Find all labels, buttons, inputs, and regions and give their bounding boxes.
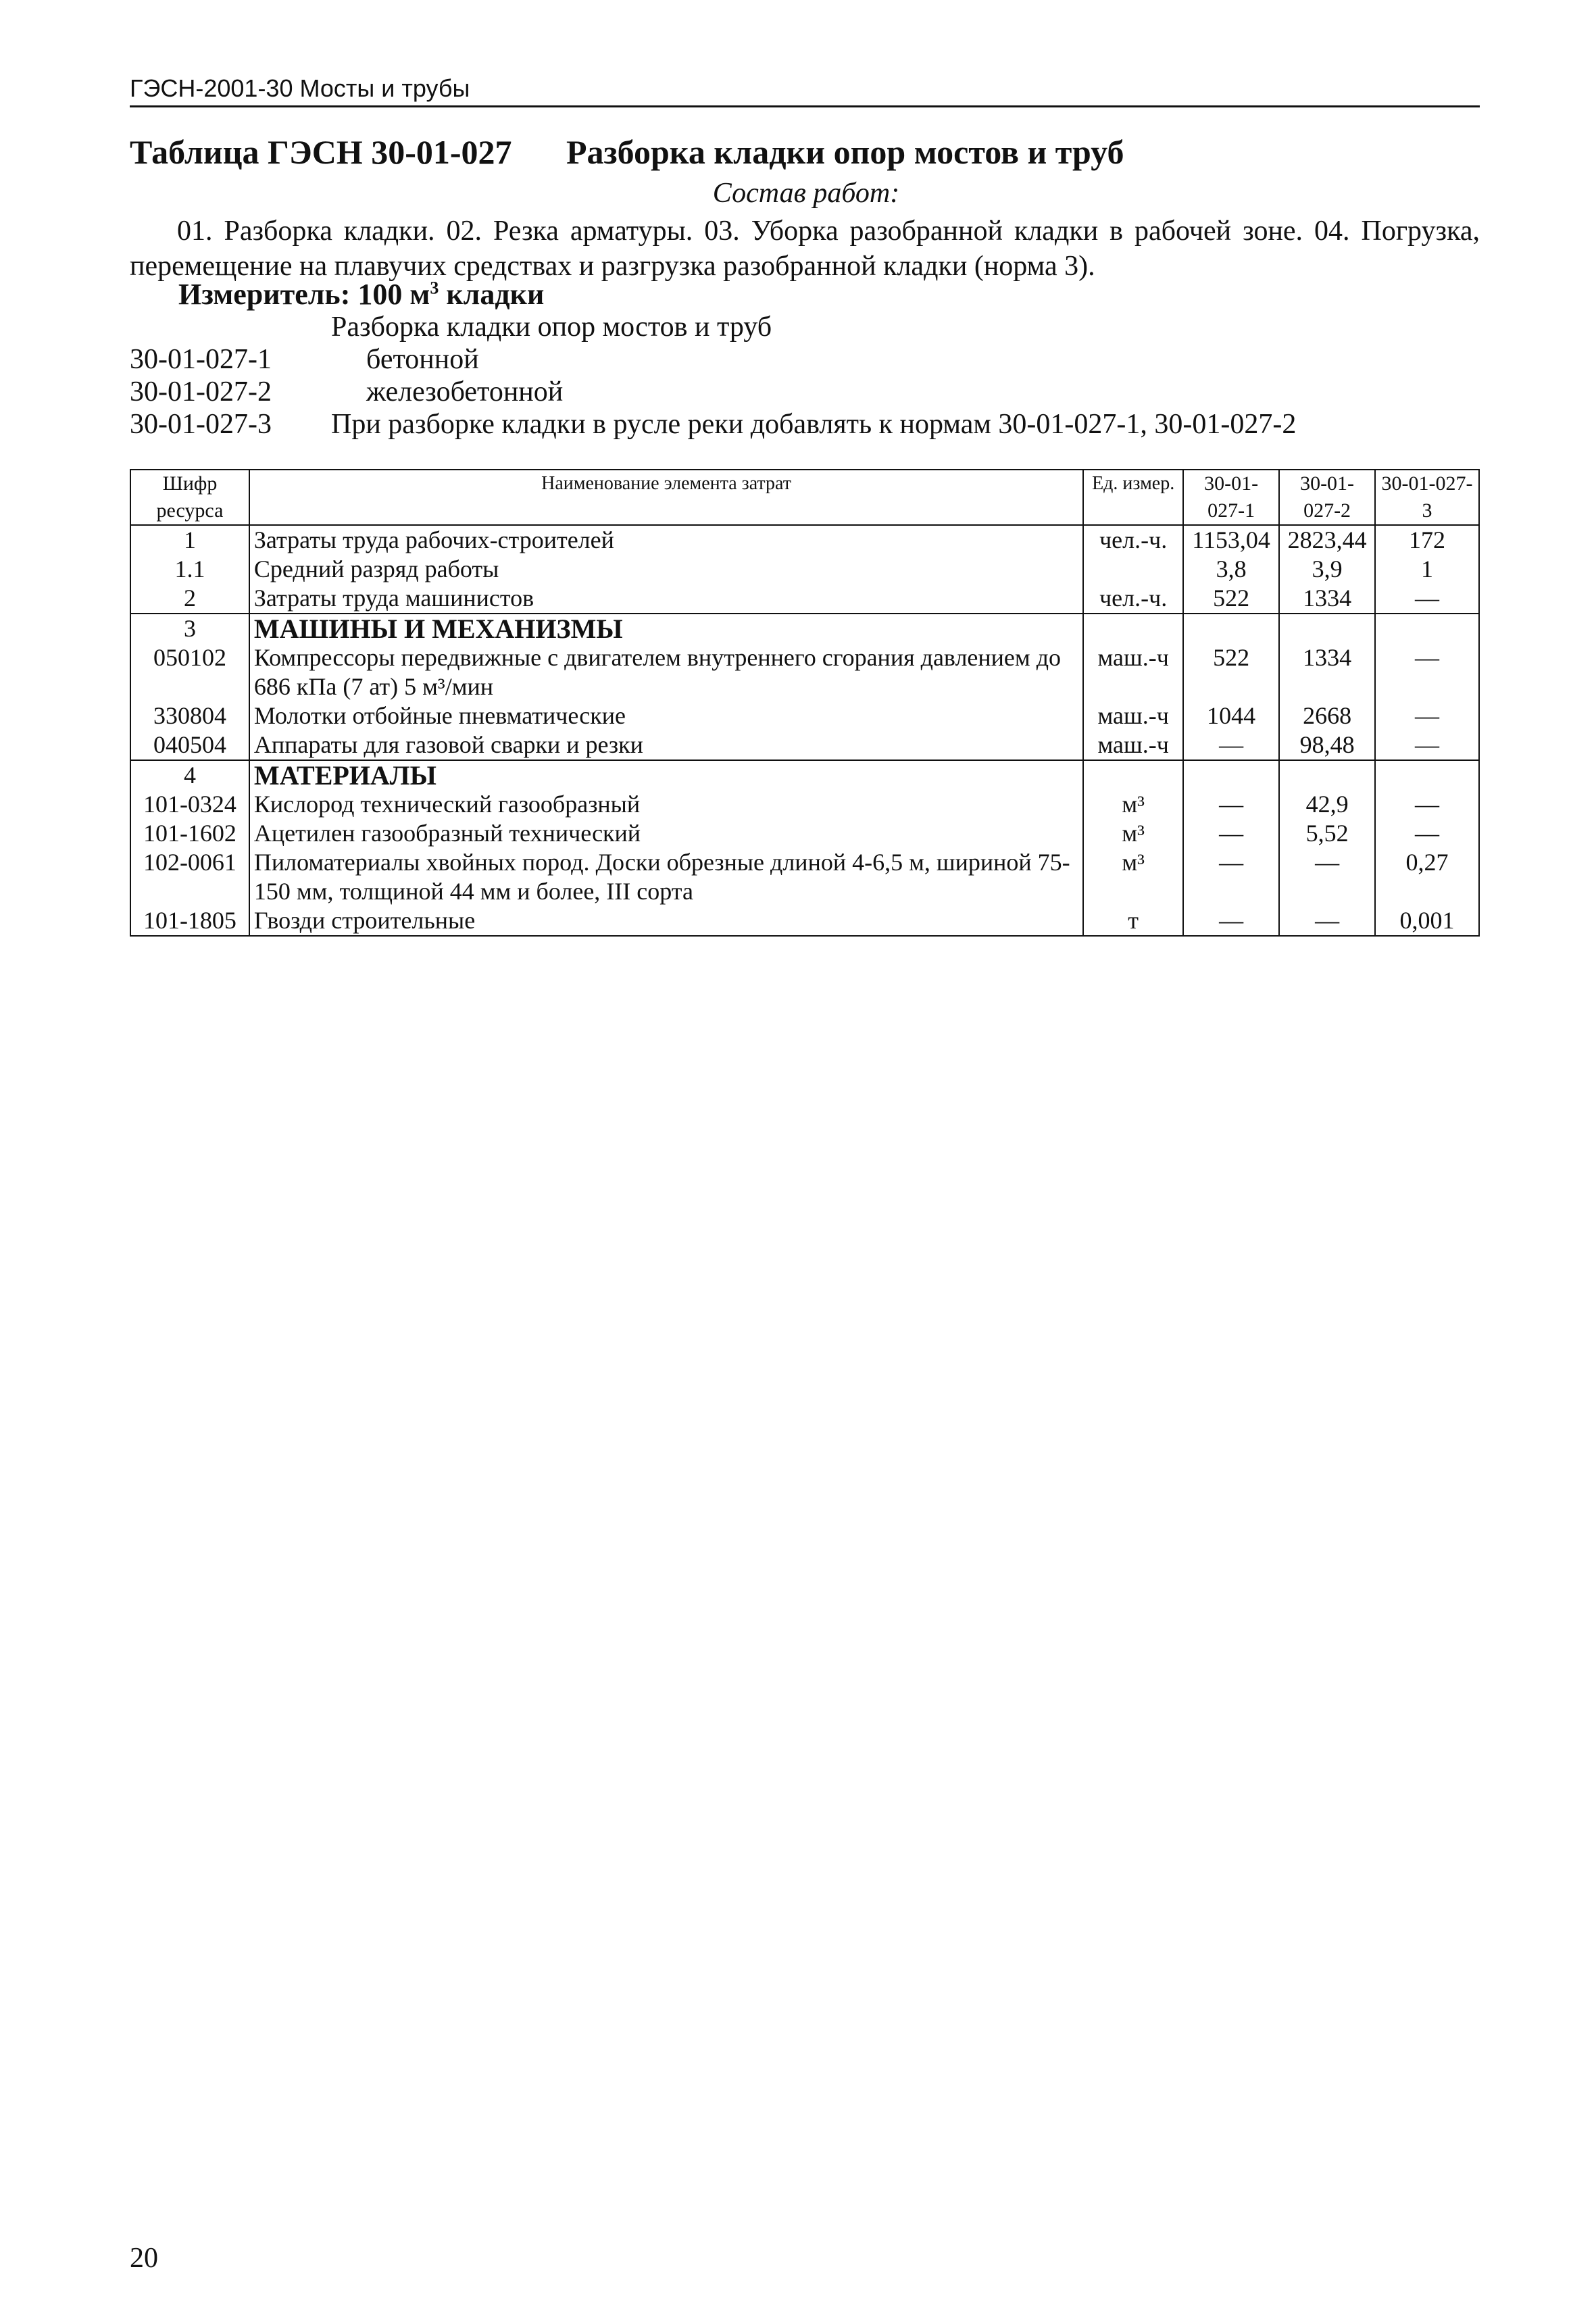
cell-norm-2: 1334 (1279, 643, 1375, 701)
cell-unit (1083, 614, 1183, 643)
norm-item (130, 376, 563, 408)
table-row (130, 555, 1479, 584)
norm-item (130, 408, 1296, 441)
cell-code: 102-0061 (130, 848, 249, 906)
cell-unit: м³ (1083, 790, 1183, 819)
cell-norm-3: — (1375, 701, 1479, 730)
cell-norm-3: — (1375, 790, 1479, 819)
table-header-row (130, 470, 1479, 525)
cell-norm-1: — (1183, 848, 1279, 906)
cell-norm-3: — (1375, 584, 1479, 614)
table-row (130, 848, 1479, 906)
cell-name: Аппараты для газовой сварки и резки (249, 730, 1083, 760)
cell-norm-3: 172 (1375, 525, 1479, 555)
cell-norm-2: — (1279, 848, 1375, 906)
cell-norm-3: 0,001 (1375, 906, 1479, 936)
norm-code: 30-01-027-1 (130, 344, 272, 375)
cell-code: 2 (130, 584, 249, 614)
cell-norm-1: — (1183, 819, 1279, 848)
header-code: Шифр ресурса (130, 470, 249, 525)
cell-code: 3 (130, 614, 249, 643)
cell-norm-2: 3,9 (1279, 555, 1375, 584)
norm-code: 30-01-027-2 (130, 376, 272, 407)
cell-norm-3: — (1375, 643, 1479, 701)
norms-group-title: Разборка кладки опор мостов и труб (331, 312, 772, 343)
norm-text: При разборке кладки в русле реки добавлять к нормам 30-01-027-1, 30-01-027-2 (331, 409, 1297, 440)
header-norm-3: 30-01-027-3 (1375, 470, 1479, 525)
cell-unit: чел.-ч. (1083, 525, 1183, 555)
cell-norm-1: — (1183, 730, 1279, 760)
table-row (130, 525, 1479, 555)
cell-name: Гвозди строительные (249, 906, 1083, 936)
cell-name: Затраты труда машинистов (249, 584, 1083, 614)
header-norm-2: 30-01-027-2 (1279, 470, 1375, 525)
cell-unit (1083, 555, 1183, 584)
cell-norm-2: 2823,44 (1279, 525, 1375, 555)
cell-norm-3 (1375, 614, 1479, 643)
norm-code: 30-01-027-3 (130, 409, 272, 440)
cell-name: Пиломатериалы хвойных пород. Доски обрезные длиной 4-6,5 м, шириной 75-150 мм, толщиной 44 мм и более, III сорта (249, 848, 1083, 906)
work-composition-heading: Состав работ: (712, 178, 900, 209)
table-row (130, 701, 1479, 730)
cell-norm-2 (1279, 614, 1375, 643)
table-row (130, 790, 1479, 819)
header-norm-1: 30-01-027-1 (1183, 470, 1279, 525)
measure-unit (178, 277, 544, 312)
cell-norm-1: — (1183, 906, 1279, 936)
cell-norm-2: 42,9 (1279, 790, 1375, 819)
cell-code: 101-1805 (130, 906, 249, 936)
cell-norm-2: 2668 (1279, 701, 1375, 730)
cell-norm-3: — (1375, 730, 1479, 760)
cell-norm-3: — (1375, 819, 1479, 848)
table-section-row (130, 614, 1479, 643)
measure-label: Измеритель: 100 м (178, 278, 430, 311)
cell-unit: маш.-ч (1083, 701, 1183, 730)
table-code: Таблица ГЭСН 30-01-027 (130, 133, 512, 171)
cell-norm-3 (1375, 760, 1479, 790)
table-section-row (130, 760, 1479, 790)
cell-code: 4 (130, 760, 249, 790)
cell-code: 1 (130, 525, 249, 555)
page-number: 20 (130, 2243, 158, 2274)
cell-name: Кислород технический газообразный (249, 790, 1083, 819)
table-name: Разборка кладки опор мостов и труб (566, 133, 1124, 171)
measure-suffix: кладки (439, 278, 545, 311)
cell-unit: маш.-ч (1083, 730, 1183, 760)
cell-norm-1: 1153,04 (1183, 525, 1279, 555)
cell-norm-2: 5,52 (1279, 819, 1375, 848)
table-row (130, 643, 1479, 701)
cell-name: Затраты труда рабочих-строителей (249, 525, 1083, 555)
cell-norm-2: 1334 (1279, 584, 1375, 614)
cell-norm-1 (1183, 614, 1279, 643)
cell-norm-1: 1044 (1183, 701, 1279, 730)
table-row (130, 584, 1479, 614)
header-name: Наименование элемента затрат (249, 470, 1083, 525)
cell-code: 040504 (130, 730, 249, 760)
cell-norm-1 (1183, 760, 1279, 790)
norm-text: бетонной (366, 344, 479, 375)
table-row (130, 730, 1479, 760)
cell-unit: м³ (1083, 848, 1183, 906)
cell-unit: чел.-ч. (1083, 584, 1183, 614)
cell-norm-1: 522 (1183, 584, 1279, 614)
table-row (130, 906, 1479, 936)
norm-text: железобетонной (366, 376, 564, 407)
cell-norm-3: 0,27 (1375, 848, 1479, 906)
cell-code: 330804 (130, 701, 249, 730)
cell-name: МАШИНЫ И МЕХАНИЗМЫ (249, 614, 1083, 643)
cell-name: МАТЕРИАЛЫ (249, 760, 1083, 790)
cell-norm-1: 3,8 (1183, 555, 1279, 584)
cell-norm-2 (1279, 760, 1375, 790)
cell-code: 101-0324 (130, 790, 249, 819)
cell-norm-1: 522 (1183, 643, 1279, 701)
measure-superscript: 3 (430, 278, 439, 298)
cell-code: 050102 (130, 643, 249, 701)
cell-code: 1.1 (130, 555, 249, 584)
cell-name: Компрессоры передвижные с двигателем внутреннего сгорания давлением до 686 кПа (7 ат) 5 м³/мин (249, 643, 1083, 701)
cell-norm-1: — (1183, 790, 1279, 819)
cell-name: Ацетилен газообразный технический (249, 819, 1083, 848)
cell-name: Молотки отбойные пневматические (249, 701, 1083, 730)
table-title (130, 132, 1480, 172)
cell-code: 101-1602 (130, 819, 249, 848)
cell-norm-2: — (1279, 906, 1375, 936)
header-unit: Ед. измер. (1083, 470, 1183, 525)
norm-item (130, 343, 479, 376)
cell-unit: м³ (1083, 819, 1183, 848)
work-composition-text: 01. Разборка кладки. 02. Резка арматуры. 03. Уборка разобранной кладки в рабочей зоне. 04. Погрузка, перемещение на плавучих средствах и разгрузка разобранной кладки (норма 3). (130, 216, 1480, 282)
cell-norm-2: 98,48 (1279, 730, 1375, 760)
cell-name: Средний разряд работы (249, 555, 1083, 584)
cell-unit: т (1083, 906, 1183, 936)
cell-norm-3: 1 (1375, 555, 1479, 584)
cell-unit (1083, 760, 1183, 790)
running-header: ГЭСН-2001-30 Мосты и трубы (130, 74, 1480, 107)
table-row (130, 819, 1479, 848)
resource-table (130, 469, 1480, 937)
cell-unit: маш.-ч (1083, 643, 1183, 701)
